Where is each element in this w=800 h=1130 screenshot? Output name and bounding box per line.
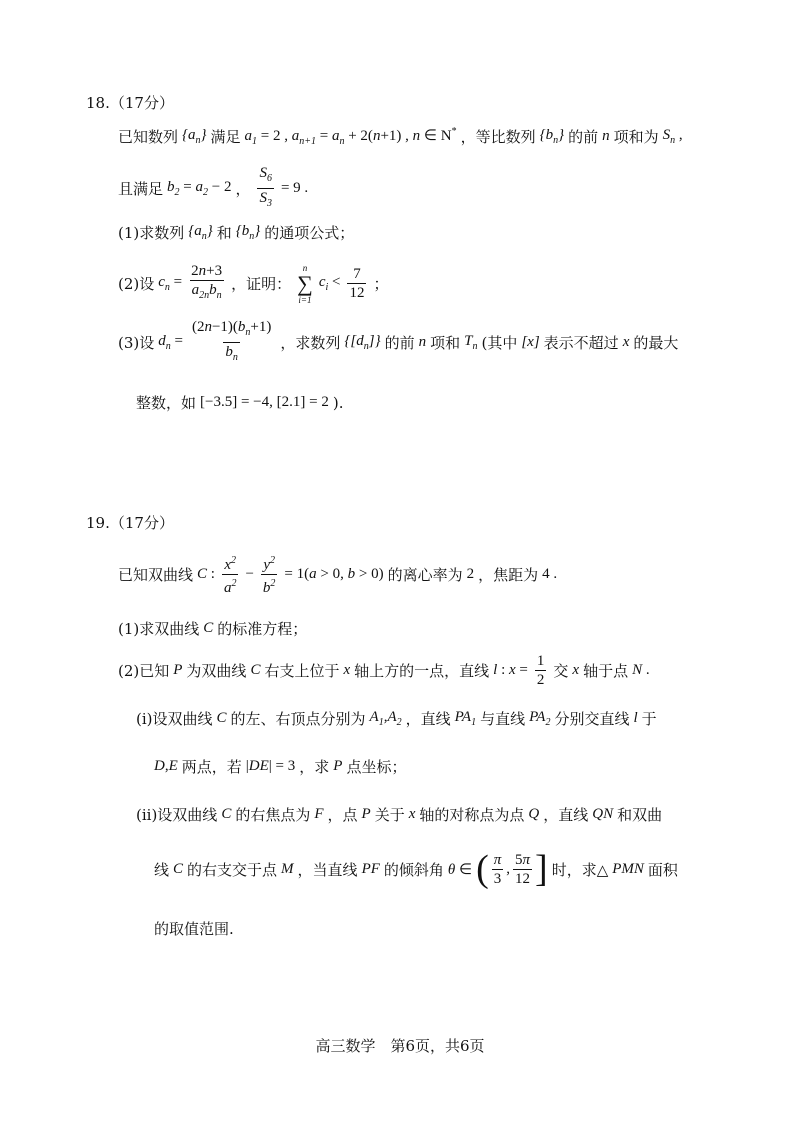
q18-text: 表示不超过 [543,334,619,352]
math: n [602,128,610,144]
q19-text: 分别交直线 [554,710,630,728]
math: PF [361,860,380,877]
q19-text: 为双曲线 [186,662,247,680]
q19-line-1 [118,552,557,597]
math: P [173,662,183,678]
math: $A_1,A_2$ [369,709,402,728]
q18-heading: 18.（17分） [86,94,174,112]
math: Q [528,806,540,822]
q18-text: 和 [216,224,232,242]
q18-text: 的最大 [633,334,679,352]
q18-line-2 [118,164,308,213]
q18-text: 已知数列 [118,128,179,146]
math: [−3.5] = −4, [2.1] = 2 [200,394,329,410]
q19-text: 右支上位于 [264,662,340,680]
q18-part-1 [118,222,354,243]
math: l [633,710,638,726]
math: $PA_2$ [529,709,551,728]
q19-part-1 [118,618,307,639]
q18-text: ； [373,275,389,293]
q19-text: 时，求△ [551,860,609,879]
math: θ ∈ [447,861,473,878]
math: $\{[d_n]\}$ [344,333,381,352]
q18-text: 项和 [430,334,461,352]
math: M [281,860,294,877]
math: $c_n$ = [158,274,183,293]
q19-text: (2)已知 [118,662,170,680]
sum-symbol: n ∑ i=1 [297,262,313,305]
q18-text: 且满足 [118,180,164,198]
q19-part-2-i-cont [154,756,406,777]
q19-text: ，点 [327,806,358,824]
math: 4 . [542,566,558,582]
q18-text: 的前 [384,334,415,352]
q19-text: ，直线 [543,806,589,824]
math: C [203,620,214,636]
math: $S_n$ , [662,127,683,146]
math: D,E [154,758,178,774]
q18-part-2 [118,262,389,305]
math-fraction: $\frac{x^2}{a^2}$ [223,555,237,596]
q19-text: 于 [641,710,657,728]
q19-text: 轴于点 [583,662,629,680]
math: x [572,662,580,678]
math: $T_n$ [464,333,478,352]
q19-text: (1)求双曲线 [118,620,200,638]
math-fraction: $\frac{(2n-1)(b_n+1)}{b_n}$ [190,318,273,367]
math: P [361,806,371,822]
math: [x] [521,334,540,350]
math: C [216,710,227,726]
q18-text: ，求数列 [280,334,341,352]
math: $PA_1$ [454,709,477,728]
q19-text: (i)设双曲线 [136,710,213,728]
math: C [173,860,184,877]
q18-text: 满足 [210,128,241,146]
q18-text: ， [235,180,251,198]
math: $d_n$ = [158,333,183,352]
q19-text: 的右支交于点 [187,860,278,879]
q18-text: 整数，如 [136,394,197,412]
math: $\{a_n\}$ [182,127,207,146]
q18-text: ，等比数列 [460,128,536,146]
q19-text: (ii)设双曲线 [136,806,218,824]
math: − [245,566,254,582]
math-fraction: $\frac{y^2}{b^2}$ [262,555,276,596]
math: P [333,758,343,774]
q18-text: ). [332,393,344,412]
q19-text: 的离心率为 [387,566,463,584]
q19-text: 和双曲 [617,806,663,824]
q19-text: ，当直线 [297,860,358,879]
q18-part-3 [118,318,678,367]
q19-text: 的右焦点为 [235,806,311,824]
math-interval: ( $\frac{\pi}{3}$ , $\frac{5\pi}{12}$ ] [476,848,548,890]
math: n [418,334,427,350]
math: N . [632,662,650,678]
math: PMN [612,860,644,877]
q19-text: ，直线 [405,710,451,728]
q18-text: 项和为 [613,128,659,146]
math: C [250,662,261,678]
q18-text: (1)求数列 [118,224,185,242]
math: $\{a_n\}$ [188,223,213,242]
q19-text: 交 [553,662,569,680]
q19-text: 两点，若 [181,758,242,776]
q19-text: 的取值范围. [154,920,234,938]
q19-text: ，求 [299,758,330,776]
q19-text: 线 [154,860,170,879]
q19-text: 面积 [647,860,678,879]
q19-text: 轴上方的一点，直线 [354,662,490,680]
math: l : x = [493,662,528,678]
q18-text: 的通项公式； [264,224,355,242]
math: $\{b_n\}$ [235,223,261,242]
math: 2 [466,566,475,582]
q19-text: ，焦距为 [478,566,539,584]
q18-text: ，证明： [231,275,292,293]
q19-text: 关于 [374,806,405,824]
math: x [343,662,351,678]
math: $b_2 = a_2 - 2$ [167,179,232,198]
q18-text: (其中 [481,334,518,352]
math: $c_i$ < [318,274,341,293]
math: x [408,806,416,822]
math: = 9 . [280,180,309,196]
math-fraction: $\frac{1}{2}$ [536,653,545,688]
math: x [622,334,630,350]
q18-text: 的前 [568,128,599,146]
q18-text: (3)设 [118,334,155,352]
math: QN [592,806,614,822]
math: $a_1 = 2$ , $a_{n+1} = a_n + 2(n+1)$ , n ∈ N* [244,126,457,147]
q19-part-2-ii [136,804,662,825]
q19-heading: 19.（17分） [86,514,174,532]
math: C : [197,566,215,582]
q19-text: 点坐标； [346,758,407,776]
math-fraction: $\frac{S_6}{S_3}$ [257,164,274,213]
q19-part-2-ii-cont [154,850,678,888]
math: = 1(a > 0, b > 0) [284,566,384,582]
math-fraction: $\frac{7}{12}$ [349,266,365,301]
q19-part-2-i [136,708,657,729]
math: F [314,806,324,822]
q19-text: 的标准方程； [217,620,308,638]
q19-text: 与直线 [480,710,526,728]
math: C [221,806,232,822]
q18-line-1 [118,126,683,147]
q19-text: 的倾斜角 [383,860,444,879]
q18-text: (2)设 [118,275,155,293]
q19-text: 的左、右顶点分别为 [230,710,366,728]
math: $\{b_n\}$ [539,127,565,146]
math: |DE| = 3 [245,758,296,774]
q18-part-3-cont [136,392,343,413]
q19-part-2 [118,652,650,689]
math-fraction: $\frac{2n+3}{a_{2n}b_n}$ [189,262,224,305]
page-footer: 高三数学 第6页，共6页 [315,1037,485,1055]
q19-part-2-ii-end [154,918,234,939]
q19-text: 已知双曲线 [118,566,194,584]
q19-text: 轴的对称点为点 [419,806,525,824]
